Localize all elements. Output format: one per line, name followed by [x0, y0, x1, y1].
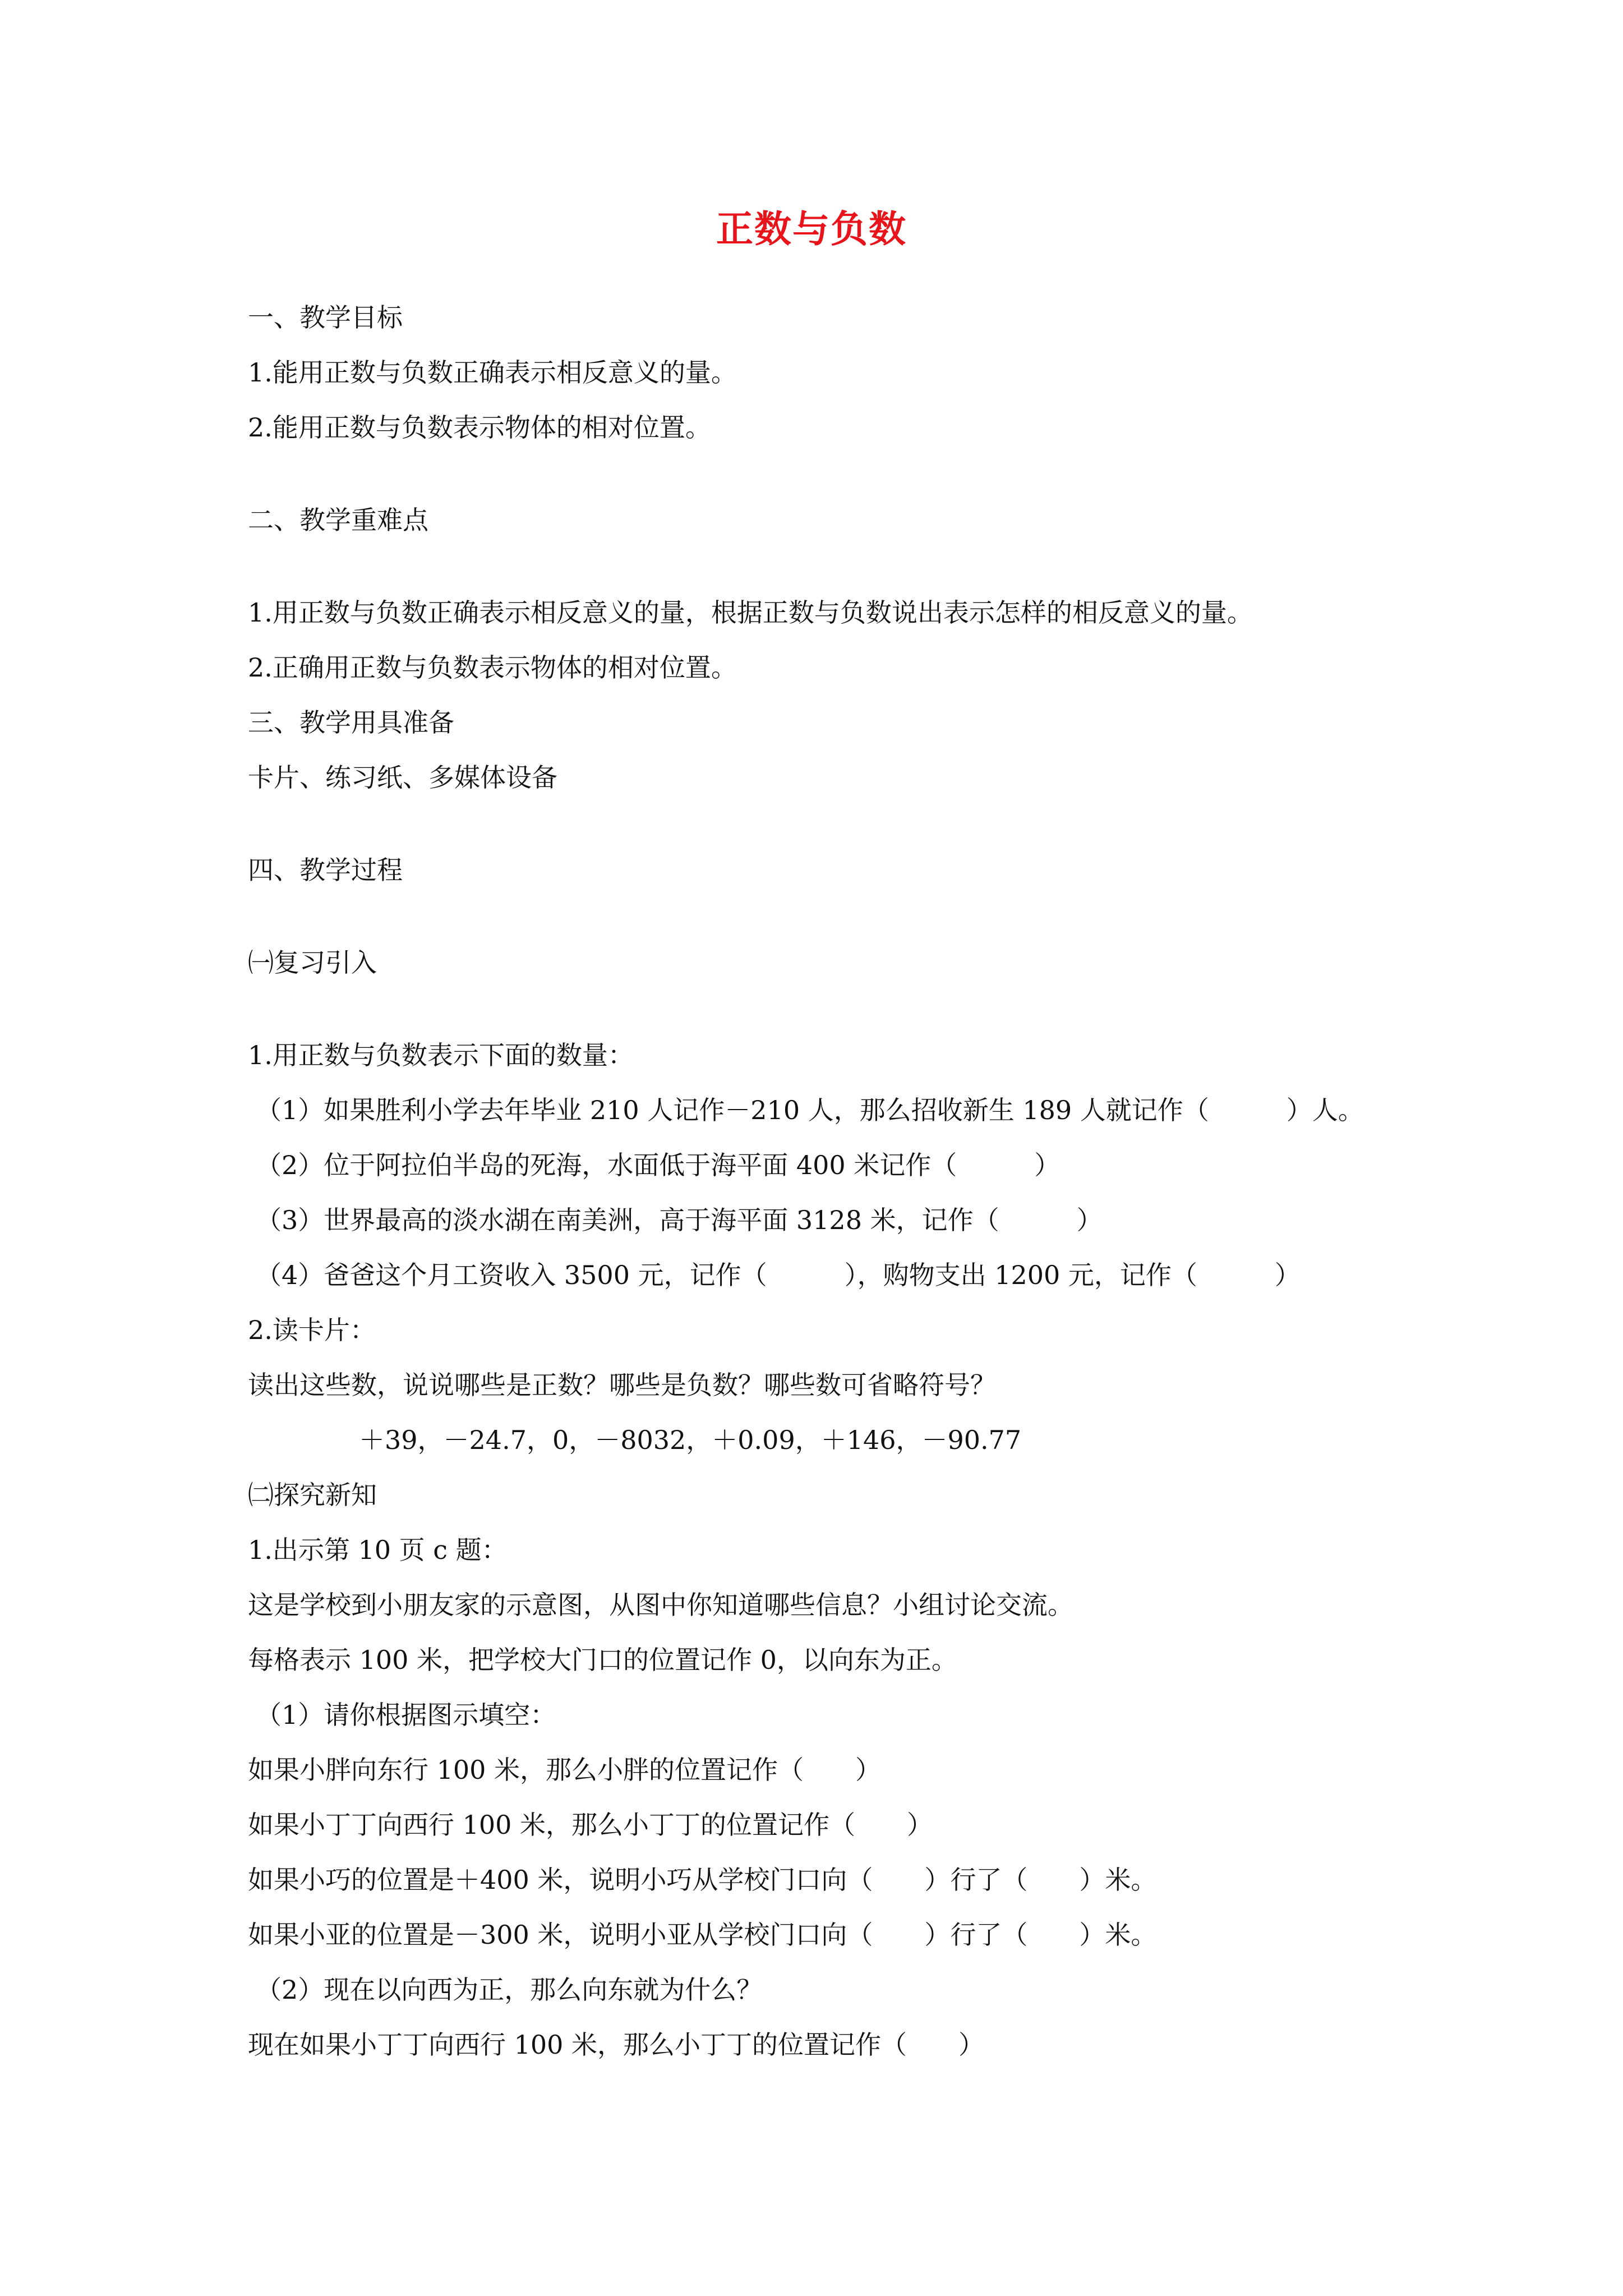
exercise-1-item-3: （3）世界最高的淡水湖在南美洲，高于海平面 3128 米，记作（ ） — [256, 1205, 1103, 1235]
exercise-1-prompt: 1.用正数与负数表示下面的数量： — [248, 1040, 634, 1070]
explore-item-1-prompt: 1.出示第 10 页 c 题： — [248, 1535, 508, 1565]
fill-blank-5: 现在如果小丁丁向西行 100 米，那么小丁丁的位置记作（ ） — [248, 2030, 985, 2060]
key-point-item-1: 1.用正数与负数正确表示相反意义的量，根据正数与负数说出表示怎样的相反意义的量。 — [248, 597, 1253, 628]
exercise-1-item-2: （2）位于阿拉伯半岛的死海，水面低于海平面 400 米记作（ ） — [256, 1150, 1061, 1180]
subsection-heading-explore: ㈡探究新知 — [248, 1480, 377, 1510]
objective-item-1: 1.能用正数与负数正确表示相反意义的量。 — [248, 357, 737, 388]
section-heading-objectives: 一、教学目标 — [248, 302, 403, 333]
exercise-2-instruction: 读出这些数，说说哪些是正数？哪些是负数？哪些数可省略符号？ — [248, 1370, 996, 1400]
fill-blank-2: 如果小丁丁向西行 100 米，那么小丁丁的位置记作（ ） — [248, 1810, 933, 1840]
explore-part-1-heading: （1）请你根据图示填空： — [256, 1700, 556, 1730]
fill-blank-4: 如果小亚的位置是－300 米，说明小亚从学校门口向（ ）行了（ ）米。 — [248, 1920, 1157, 1950]
explore-description: 这是学校到小朋友家的示意图，从图中你知道哪些信息？小组讨论交流。 — [248, 1590, 1073, 1620]
fill-blank-1: 如果小胖向东行 100 米，那么小胖的位置记作（ ） — [248, 1755, 882, 1785]
exercise-1-item-4: （4）爸爸这个月工资收入 3500 元，记作（ ），购物支出 1200 元，记作（ ） — [256, 1260, 1301, 1290]
objective-item-2: 2.能用正数与负数表示物体的相对位置。 — [248, 412, 711, 443]
exercise-2-prompt: 2.读卡片： — [248, 1315, 376, 1345]
explore-rule: 每格表示 100 米，把学校大门口的位置记作 0，以向东为正。 — [248, 1645, 957, 1675]
exercise-1-item-1: （1）如果胜利小学去年毕业 210 人记作－210 人，那么招收新生 189 人就记作（ ）人。 — [256, 1095, 1364, 1125]
document-title: 正数与负数 — [716, 207, 907, 251]
section-heading-materials: 三、教学用具准备 — [248, 707, 454, 738]
number-cards: ＋39，－24.7，0，－8032，＋0.09，＋146，－90.77 — [359, 1425, 1022, 1455]
section-heading-process: 四、教学过程 — [248, 855, 403, 885]
key-point-item-2: 2.正确用正数与负数表示物体的相对位置。 — [248, 652, 737, 683]
explore-part-2-question: （2）现在以向西为正，那么向东就为什么？ — [256, 1975, 763, 2005]
fill-blank-3: 如果小巧的位置是＋400 米，说明小巧从学校门口向（ ）行了（ ）米。 — [248, 1865, 1157, 1895]
section-heading-key-points: 二、教学重难点 — [248, 505, 428, 535]
subsection-heading-review: ㈠复习引入 — [248, 947, 377, 978]
materials-list: 卡片、练习纸、多媒体设备 — [248, 762, 557, 793]
